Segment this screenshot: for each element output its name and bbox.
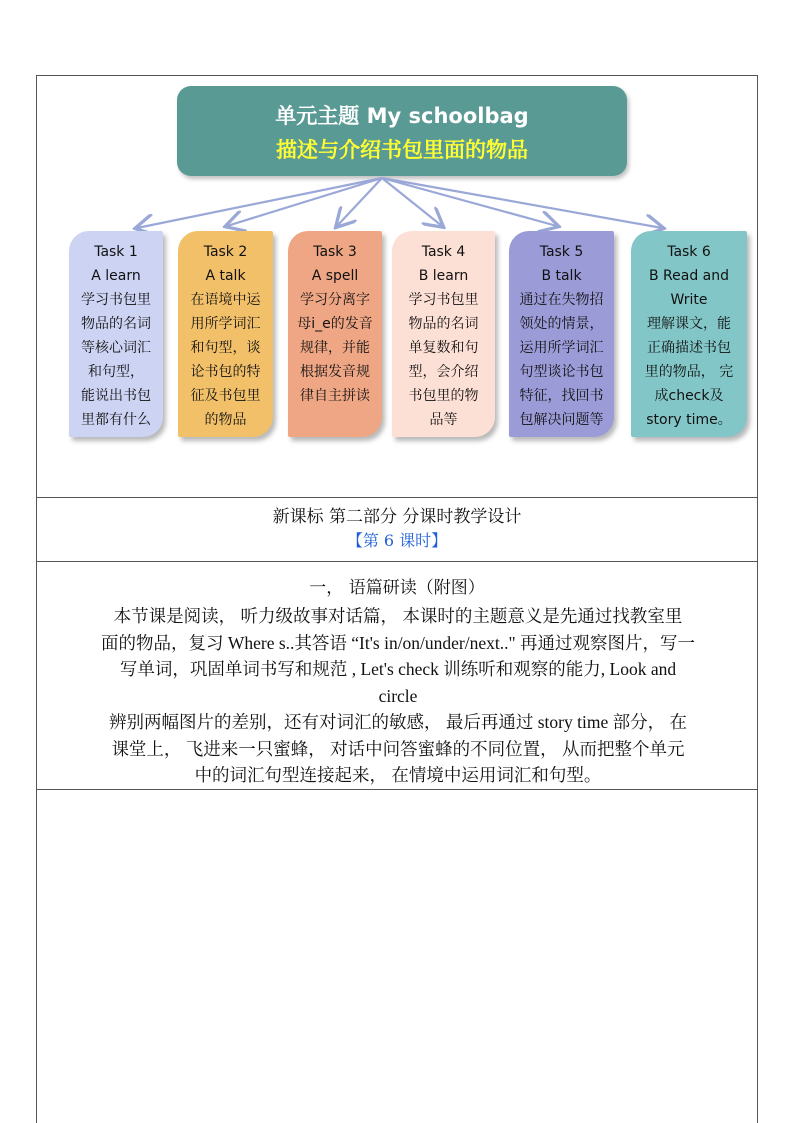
- task-title: Task 5: [539, 244, 584, 260]
- banner-subtitle: 描述与介绍书包里面的物品: [276, 138, 528, 162]
- paragraph-line: 本节课是阅读， 听力级故事对话篇， 本课时的主题意义是先通过找教室里: [113, 606, 683, 626]
- task-desc-line: 品等: [429, 412, 458, 428]
- arrow-to-task-1: [137, 178, 382, 228]
- task-desc-line: 里都有什么: [81, 412, 151, 428]
- paragraph-line: circle: [378, 685, 418, 706]
- paragraph-line: 中的词汇句型连接起来， 在情境中运用词汇和句型。: [194, 765, 602, 785]
- task-title: Task 4: [421, 244, 466, 260]
- part1-paragraph: [41, 603, 755, 789]
- task-desc-line: 征及书包里: [190, 388, 261, 404]
- task-desc-line: 用所学词汇: [190, 316, 261, 332]
- task-subtitle: A talk: [205, 268, 246, 284]
- task-desc-line: 学习书包里: [81, 292, 151, 308]
- task-subtitle: B talk: [541, 268, 582, 284]
- part1-heading: 一， 语篇研读（附图）: [309, 578, 485, 598]
- task-subtitle: A learn: [91, 268, 141, 284]
- task-desc-line: 和句型，: [88, 364, 144, 380]
- task-card-6: [631, 231, 747, 437]
- paragraph-line: 辨别两幅图片的差别，还有对词汇的敏感， 最后再通过 story time 部分， 在: [109, 712, 687, 732]
- task-title: Task 6: [667, 244, 711, 260]
- task-desc-line: 成check及: [654, 388, 724, 404]
- task-desc-line: 领处的情景，: [519, 316, 604, 332]
- task-subtitle-cont: Write: [670, 292, 708, 308]
- task-title: Task 2: [203, 244, 248, 260]
- task-desc-line: 物品的名词: [408, 316, 479, 332]
- task-desc-line: 学习书包里: [408, 292, 479, 308]
- task-desc-line: 单复数和句: [408, 340, 479, 356]
- lesson-number: 【第 6 课时】: [346, 531, 448, 550]
- task-subtitle: A spell: [311, 268, 359, 284]
- section-title: 新课标 第二部分 分课时教学设计: [272, 507, 522, 527]
- paragraph-line: 课堂上， 飞进来一只蜜蜂， 对话中问答蜜蜂的不同位置， 从而把整个单元: [111, 738, 685, 759]
- task-desc-line: 包解决问题等: [519, 412, 604, 428]
- task-card-1: [69, 231, 163, 437]
- task-card-5: [509, 231, 614, 437]
- document-frame: [36, 75, 758, 1123]
- task-desc-line: 论书包的特: [190, 364, 261, 380]
- task-desc-line: 特征，找回书: [519, 388, 604, 404]
- task-desc-line: 能说出书包: [81, 388, 151, 404]
- task-subtitle: B learn: [418, 268, 469, 284]
- task-desc-line: 运用所学词汇: [519, 340, 604, 356]
- task-desc-line: 型，会介绍: [408, 364, 479, 380]
- task-desc-line: 规律，并能: [300, 340, 370, 356]
- task-desc-line: story time。: [646, 412, 732, 428]
- task-desc-line: 理解课文，能: [647, 316, 731, 332]
- arrow-to-task-5: [382, 178, 557, 226]
- task-card-3: [288, 231, 382, 437]
- banner-arrows: [37, 76, 759, 236]
- task-title: Task 1: [94, 244, 138, 260]
- table-divider: [37, 789, 757, 790]
- paragraph-line: 写单词，巩固单词书写和规范 , Let's check 训练听和观察的能力, Look and: [119, 659, 677, 679]
- task-desc-line: 通过在失物招: [519, 292, 604, 308]
- task-desc-line: 正确描述书包: [647, 340, 731, 356]
- task-desc-line: 学习分离字: [300, 292, 370, 308]
- task-desc-line: 句型谈论书包: [519, 364, 604, 380]
- task-subtitle: B Read and: [648, 268, 730, 284]
- task-desc-line: 根据发音规: [300, 364, 370, 380]
- task-desc-line: 母i_e的发音: [297, 316, 373, 332]
- task-desc-line: 等核心词汇: [81, 340, 151, 356]
- task-desc-line: 在语境中运: [190, 292, 261, 308]
- task-desc-line: 和句型，谈: [190, 340, 261, 356]
- task-desc-line: 的物品: [204, 412, 247, 428]
- arrow-to-task-6: [382, 178, 662, 228]
- task-card-4: [392, 231, 495, 437]
- task-desc-line: 书包里的物: [408, 388, 479, 404]
- table-divider: [37, 561, 757, 562]
- task-card-2: [178, 231, 273, 437]
- task-desc-line: 里的物品， 完: [644, 364, 734, 380]
- task-desc-line: 物品的名词: [81, 316, 151, 332]
- task-title: Task 3: [313, 244, 357, 260]
- table-divider: [37, 497, 757, 498]
- task-desc-line: 律自主拼读: [300, 388, 370, 404]
- banner-title: 单元主题 My schoolbag: [275, 104, 529, 128]
- paragraph-line: 面的物品，复习 Where s..其答语 “It's in/on/under/next.." 再通过观察图片，写一: [100, 632, 696, 653]
